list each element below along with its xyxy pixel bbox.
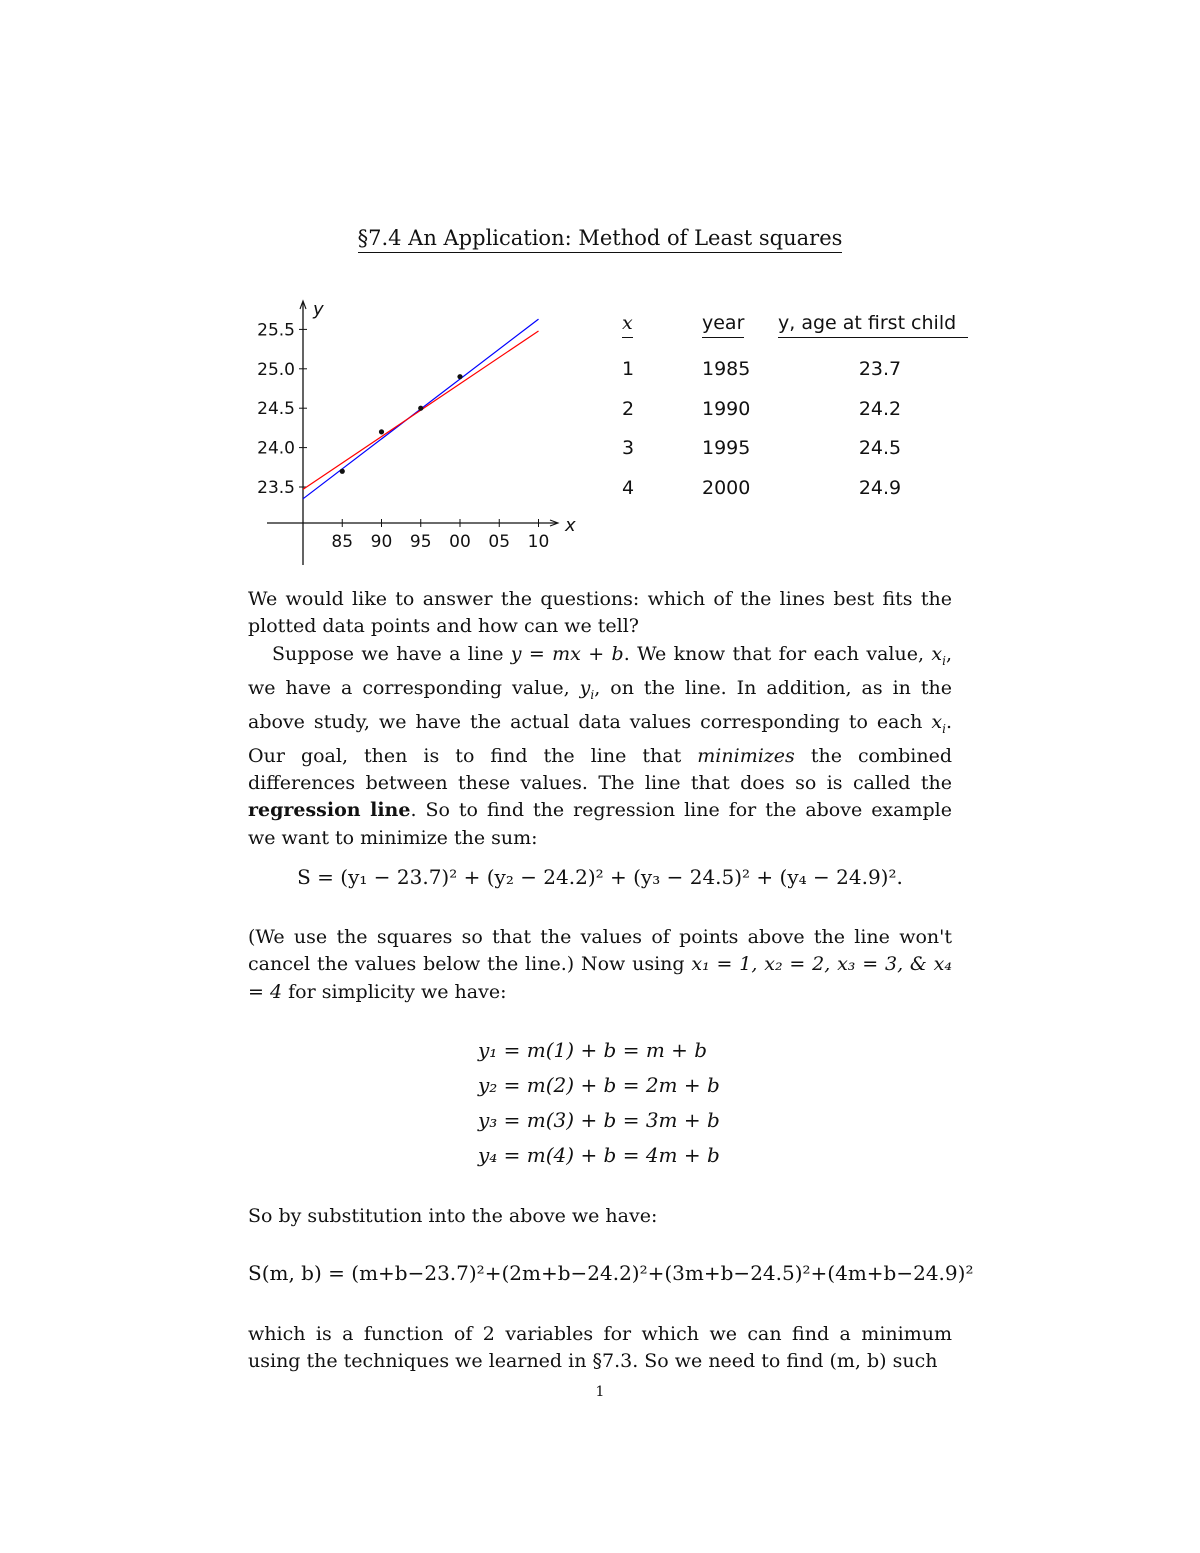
y-tick-label: 24.0 bbox=[257, 438, 295, 459]
table-cell: 24.2 bbox=[858, 397, 902, 420]
equation-y3: y₃ = m(3) + b = 3m + b bbox=[478, 1108, 720, 1132]
x-tick-label: 05 bbox=[488, 532, 511, 552]
x-tick-label: 85 bbox=[331, 532, 354, 552]
equation-y1: y₁ = m(1) + b = m + b bbox=[478, 1038, 708, 1062]
table-cell: 1995 bbox=[702, 437, 751, 459]
table-cell: 23.7 bbox=[858, 358, 902, 380]
equation-y2: y₂ = m(2) + b = 2m + b bbox=[478, 1073, 720, 1097]
data-point bbox=[457, 374, 462, 379]
data-point bbox=[379, 429, 384, 434]
table-cell: 3 bbox=[622, 437, 635, 459]
paragraph-5: which is a function of 2 variables for which we can find a minimum using the techniques we learned in §7.3. So we need to find (m, b) such bbox=[248, 1323, 952, 1373]
page-number: 1 bbox=[595, 1384, 605, 1400]
table-cell: 4 bbox=[622, 476, 635, 499]
objective-equation: S(m, b) = (m+b−23.7)²+(2m+b−24.2)²+(3m+b−24.5)²+(4m+b−24.9)² bbox=[248, 1261, 974, 1285]
sum-equation: S = (y₁ − 23.7)² + (y₂ − 24.2)² + (y₃ − 24.5)² + (y₄ − 24.9)². bbox=[297, 865, 903, 889]
regression-line-term: regression line bbox=[248, 799, 411, 822]
x-axis-label: x bbox=[565, 515, 576, 536]
y-tick-label: 25.0 bbox=[257, 359, 295, 380]
paragraph-2: Suppose we have a line y = mx + b. We know that for each value, $x_i$, we have a corresponding value, $y_i$, on the line. In addition, as in the above study, we have the actual data values corresponding to each $x_i$. Our goal, then is to find the line that minimizes the combined differences between these values. The line that does so is called the regression line. So to find the regression line for the above example we want to minimize the sum: bbox=[248, 642, 952, 849]
table-header-year: year bbox=[702, 312, 744, 338]
data-table bbox=[600, 310, 980, 510]
table-header-x: x bbox=[622, 312, 633, 338]
scatter-chart bbox=[245, 295, 590, 570]
intro-paragraph bbox=[248, 586, 952, 852]
table-cell: 1990 bbox=[702, 397, 751, 420]
paragraph-3: (We use the squares so that the values of points above the line won't cancel the values below the line.) Now using x₁ = 1, x₂ = 2, x₃ = 3, & x₄ = 4 for simplicity we have: bbox=[248, 926, 952, 1003]
paragraph-4: So by substitution into the above we have: bbox=[248, 1205, 658, 1227]
table-cell: 1985 bbox=[702, 358, 751, 380]
equation-y4: y₄ = m(4) + b = 4m + b bbox=[478, 1143, 720, 1167]
y-tick-label: 24.5 bbox=[257, 399, 295, 420]
table-cell: 2000 bbox=[702, 476, 751, 499]
table-header-y: y, age at first child bbox=[778, 312, 968, 338]
line-equation: y = mx + b bbox=[510, 642, 624, 665]
x-tick-label: 95 bbox=[409, 532, 432, 552]
table-cell: 24.5 bbox=[858, 437, 902, 459]
data-point bbox=[340, 469, 345, 474]
paragraph-1: We would like to answer the questions: which of the lines best fits the plotted data points and how can we tell? bbox=[248, 588, 952, 638]
y-tick-label: 25.5 bbox=[257, 320, 295, 341]
data-point bbox=[418, 406, 423, 411]
y-axis-label: y bbox=[313, 299, 324, 320]
table-cell: 24.9 bbox=[858, 476, 902, 499]
x-tick-label: 10 bbox=[527, 532, 550, 552]
section-title: §7.4 An Application: Method of Least squares bbox=[0, 226, 1200, 250]
x-values: x₁ = 1, x₂ = 2, x₃ = 3, & x₄ = 4 bbox=[248, 953, 952, 1003]
table-cell: 2 bbox=[622, 397, 635, 420]
y-tick-label: 23.5 bbox=[257, 478, 295, 498]
x-tick-label: 00 bbox=[449, 532, 471, 552]
x-tick-label: 90 bbox=[370, 532, 393, 552]
table-cell: 1 bbox=[622, 358, 635, 380]
